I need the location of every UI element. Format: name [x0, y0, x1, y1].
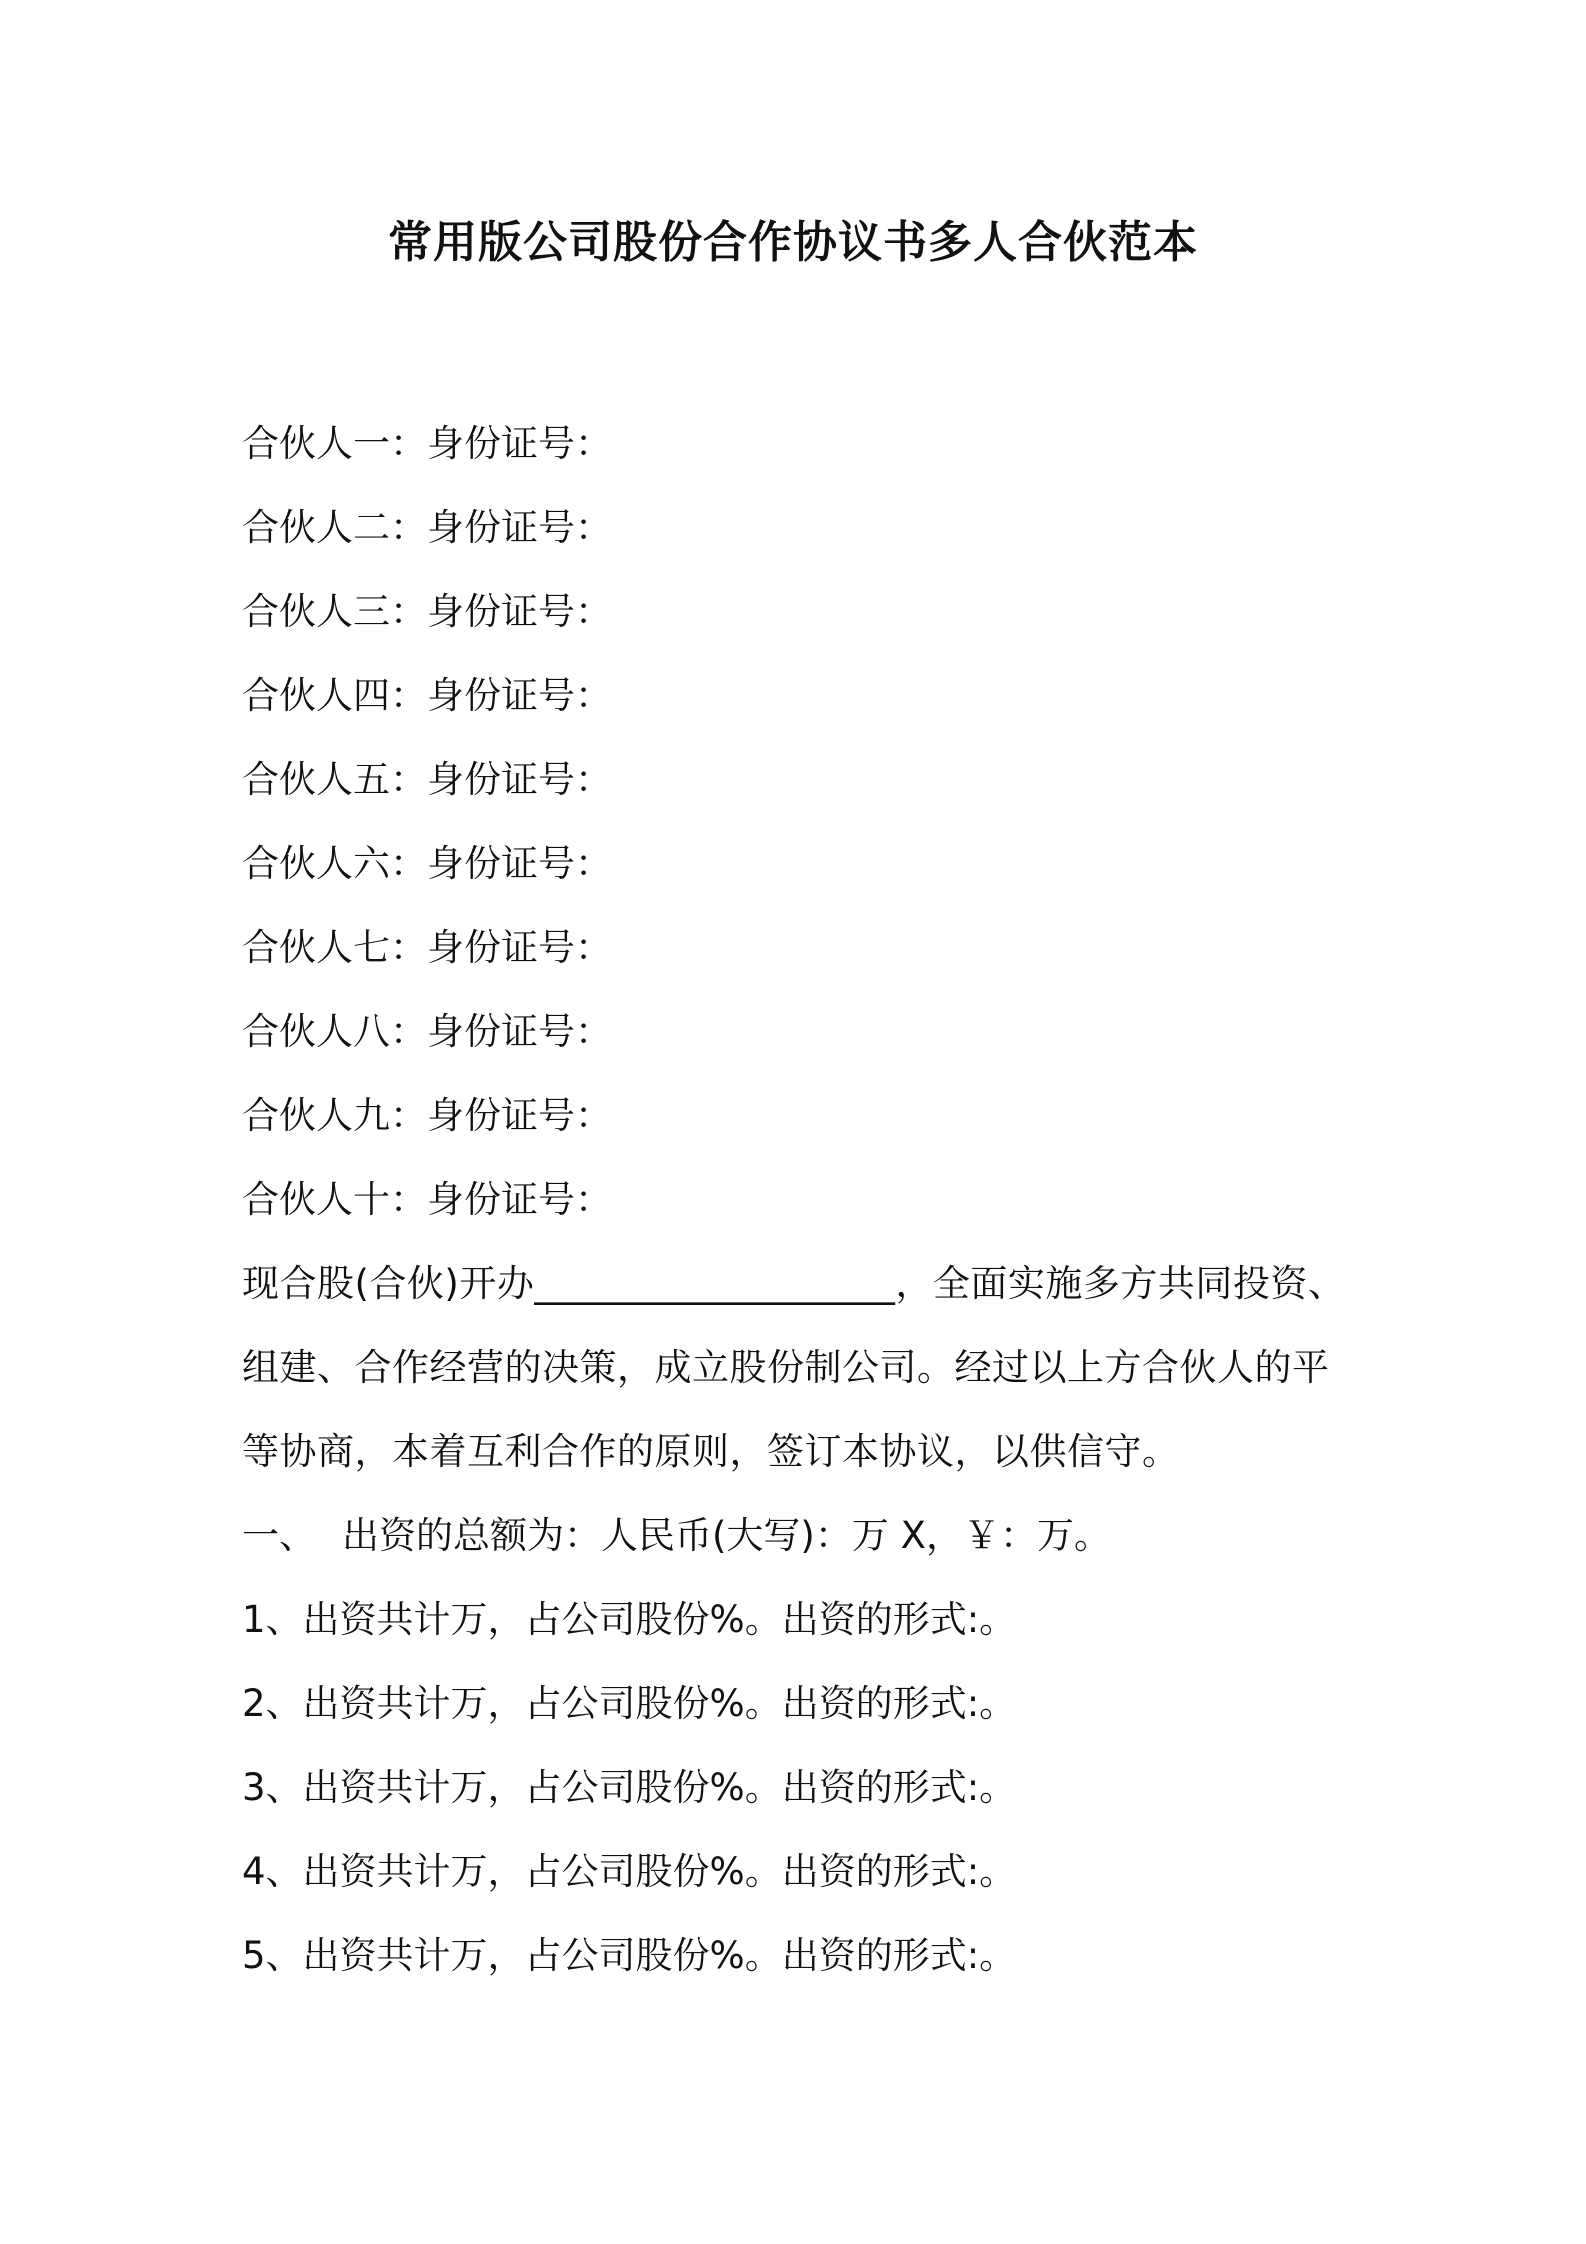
- partner-line: 合伙人六：身份证号：: [242, 842, 612, 885]
- contribution-line: 5、出资共计万，占公司股份%。出资的形式:。: [242, 1934, 1017, 1977]
- partner-line: 合伙人五：身份证号：: [242, 758, 612, 801]
- partner-list: [242, 402, 1362, 1242]
- partner-line: 合伙人三：身份证号：: [242, 590, 612, 633]
- partner-line: 合伙人一：身份证号：: [242, 422, 612, 465]
- intro-paragraph: 现合股(合伙)开办___________________，全面实施多方共同投资、组建、合作经营的决策，成立股份制公司。经过以上方合伙人的平等协商，本着互利合作的原则，签订本协议，以供信守。: [242, 1262, 1346, 1473]
- partner-line: 合伙人八：身份证号：: [242, 1010, 612, 1053]
- section-1-heading: [242, 1494, 1362, 1578]
- partner-line: 合伙人二：身份证号：: [242, 506, 612, 549]
- contribution-line: 3、出资共计万，占公司股份%。出资的形式:。: [242, 1766, 1017, 1809]
- contribution-line: 1、出资共计万，占公司股份%。出资的形式:。: [242, 1598, 1017, 1641]
- section-text: 出资的总额为：人民币(大写)：万 X，￥：万。: [342, 1514, 1111, 1557]
- partner-line: 合伙人四：身份证号：: [242, 674, 612, 717]
- contribution-line: 2、出资共计万，占公司股份%。出资的形式:。: [242, 1682, 1017, 1725]
- section-number: 一、: [242, 1514, 316, 1557]
- partner-line: 合伙人七：身份证号：: [242, 926, 612, 969]
- partner-line: 合伙人十：身份证号：: [242, 1178, 612, 1221]
- contribution-line: 4、出资共计万，占公司股份%。出资的形式:。: [242, 1850, 1017, 1893]
- document-title: 常用版公司股份合作协议书多人合伙范本: [388, 217, 1198, 268]
- contribution-list: [242, 1578, 1362, 1998]
- partner-line: 合伙人九：身份证号：: [242, 1094, 612, 1137]
- document-body: [242, 402, 1362, 1998]
